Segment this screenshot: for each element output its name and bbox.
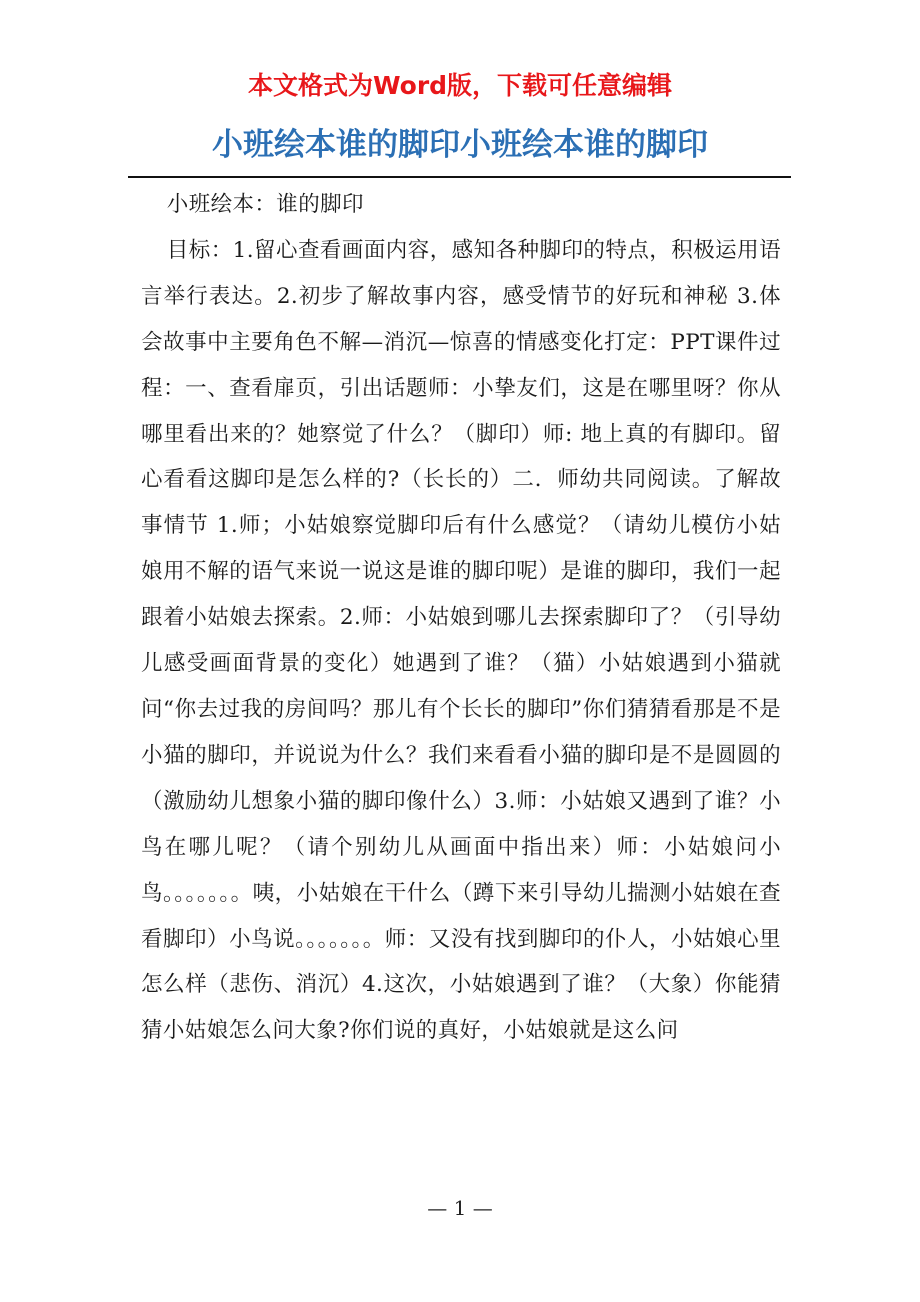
body-heading-line: 小班绘本：谁的脚印 bbox=[166, 192, 364, 217]
format-notice: 本文格式为Word版，下载可任意编辑 bbox=[247, 71, 673, 100]
document-title: 小班绘本谁的脚印小班绘本谁的脚印 bbox=[212, 127, 708, 163]
page-number: — 1 — bbox=[427, 1196, 493, 1220]
title-divider bbox=[128, 176, 791, 178]
body-paragraph: 目标：1.留心查看画面内容，感知各种脚印的特点，积极运用语言举行表达。2.初步了解故事内容，感受情节的好玩和神秘 3.体会故事中主要角色不解—消沉—惊喜的情感变化打定：PPT课件过程：一、查看扉页，引出话题师：小挚友们，这是在哪里呀？你从哪里看出来的？她察觉了什么？（脚印）师: 地上真的有脚印。留心看看这脚印是怎么样的?（长长的）二．师幼共同阅读。了解故事情节 1.师；小姑娘察觉脚印后有什么感觉？（请幼儿模仿小姑娘用不解的语气来说一说这是谁的脚印呢）是谁的脚印，我们一起跟着小姑娘去探索。2.师：小姑娘到哪儿去探索脚印了？（引导幼儿感受画面背景的变化）她遇到了谁？（猫）小姑娘遇到小猫就问“你去过我的房间吗？那儿有个长长的脚印”你们猜猜看那是不是小猫的脚印，并说说为什么？我们来看看小猫的脚印是不是圆圆的（激励幼儿想象小猫的脚印像什么）3.师：小姑娘又遇到了谁？小鸟在哪儿呢？（请个别幼儿从画面中指出来）师：小姑娘问小鸟。。。。。。。咦，小姑娘在干什么（蹲下来引导幼儿揣测小姑娘在查看脚印）小鸟说。。。。。。。师：又没有找到脚印的仆人，小姑娘心里怎么样（悲伤、消沉）4.这次，小姑娘遇到了谁？（大象）你能猜猜小姑娘怎么问大象?你们说的真好，小姑娘就是这么问 bbox=[141, 237, 781, 1044]
document-body bbox=[141, 182, 781, 1054]
